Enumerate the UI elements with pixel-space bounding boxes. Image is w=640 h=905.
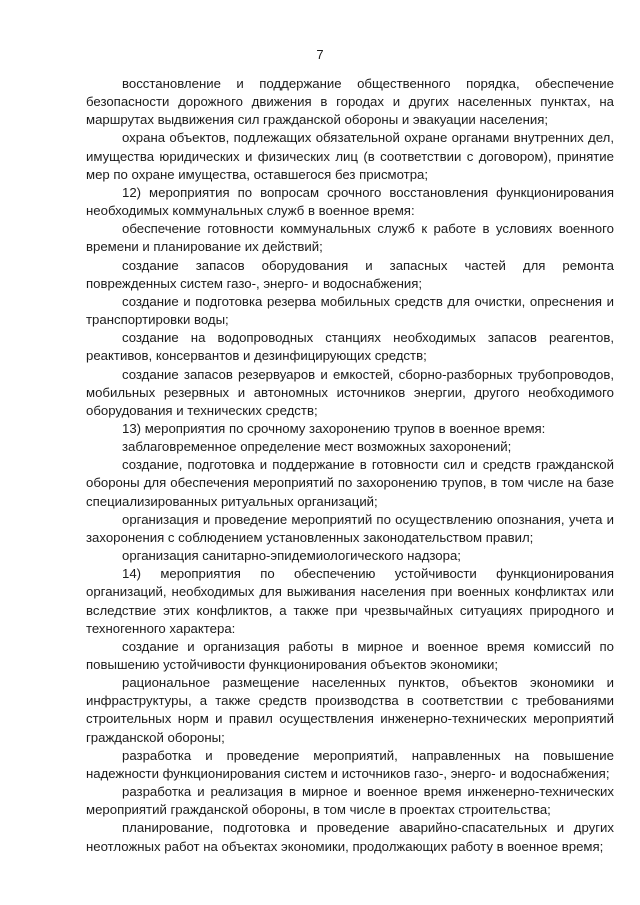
paragraph: создание, подготовка и поддержание в готовности сил и средств гражданской обороны для обеспечения мероприятий по захоронению трупов, в том числе на базе специализированных ритуальных организаций; [86, 457, 614, 509]
list-item-heading: 12) мероприятия по вопросам срочного восстановления функционирования необходимых коммунальных служб в военное время: [86, 184, 614, 219]
paragraph: заблаговременное определение мест возможных захоронений; [122, 439, 512, 455]
paragraph: создание и подготовка резерва мобильных средств для очистки, опреснения и транспортировки воды; [86, 293, 614, 328]
paragraph: планирование, подготовка и проведение аварийно-спасательных и других неотложных работ на объектах экономики, продолжающих работу в военное время; [86, 820, 614, 854]
paragraph: рациональное размещение населенных пунктов, объектов экономики и инфраструктуры, а также средств производства в соответствии с требованиями строительных норм и правил осуществления инженерно-технических мероприятий гражданской обороны; [86, 675, 614, 745]
paragraph: создание запасов резервуаров и емкостей, сборно-разборных трубопроводов, мобильных резервных и автономных источников энергии, другого необходимого оборудования и технических средств; [86, 366, 614, 418]
document-body [86, 75, 614, 856]
page-number: 7 [316, 47, 324, 62]
paragraph: обеспечение готовности коммунальных служб к работе в условиях военного времени и планирование их действий; [86, 221, 614, 255]
list-item-heading: 14) мероприятия по обеспечению устойчивости функционирования организаций, необходимых для выживания населения при военных конфликтах или вследствие этих конфликтов, а также при чрезвычайных ситуациях природного и техногенного характера: [86, 566, 614, 636]
paragraph: разработка и реализация в мирное и военное время инженерно-технических мероприятий гражданской обороны, в том числе в проектах строительства; [86, 784, 614, 818]
paragraph: создание и организация работы в мирное и военное время комиссий по повышению устойчивости функционирования объектов экономики; [86, 638, 614, 672]
paragraph: разработка и проведение мероприятий, направленных на повышение надежности функционирования систем и источников газо-, энерго- и водоснабжения; [86, 747, 614, 781]
paragraph: организация и проведение мероприятий по осуществлению опознания, учета и захоронения с соблюдением установленных законодательством правил; [86, 511, 614, 545]
paragraph: охрана объектов, подлежащих обязательной охране органами внутренних дел, имущества юридических и физических лиц (в соответствии с договором), принятие мер по охране имущества, оставшегося без присмотра; [86, 130, 614, 182]
paragraph: организация санитарно-эпидемиологического надзора; [122, 548, 461, 564]
list-item-heading: 13) мероприятия по срочному захоронению трупов в военное время: [122, 420, 546, 436]
paragraph: создание на водопроводных станциях необходимых запасов реагентов, реактивов, консервантов и дезинфицирующих средств; [86, 330, 614, 364]
paragraph: создание запасов оборудования и запасных частей для ремонта поврежденных систем газо-, энерго- и водоснабжения; [86, 257, 614, 291]
paragraph: восстановление и поддержание общественного порядка, обеспечение безопасности дорожного движения в городах и других населенных пунктах, на маршрутах выдвижения сил гражданской обороны и эвакуации населения; [86, 76, 614, 128]
